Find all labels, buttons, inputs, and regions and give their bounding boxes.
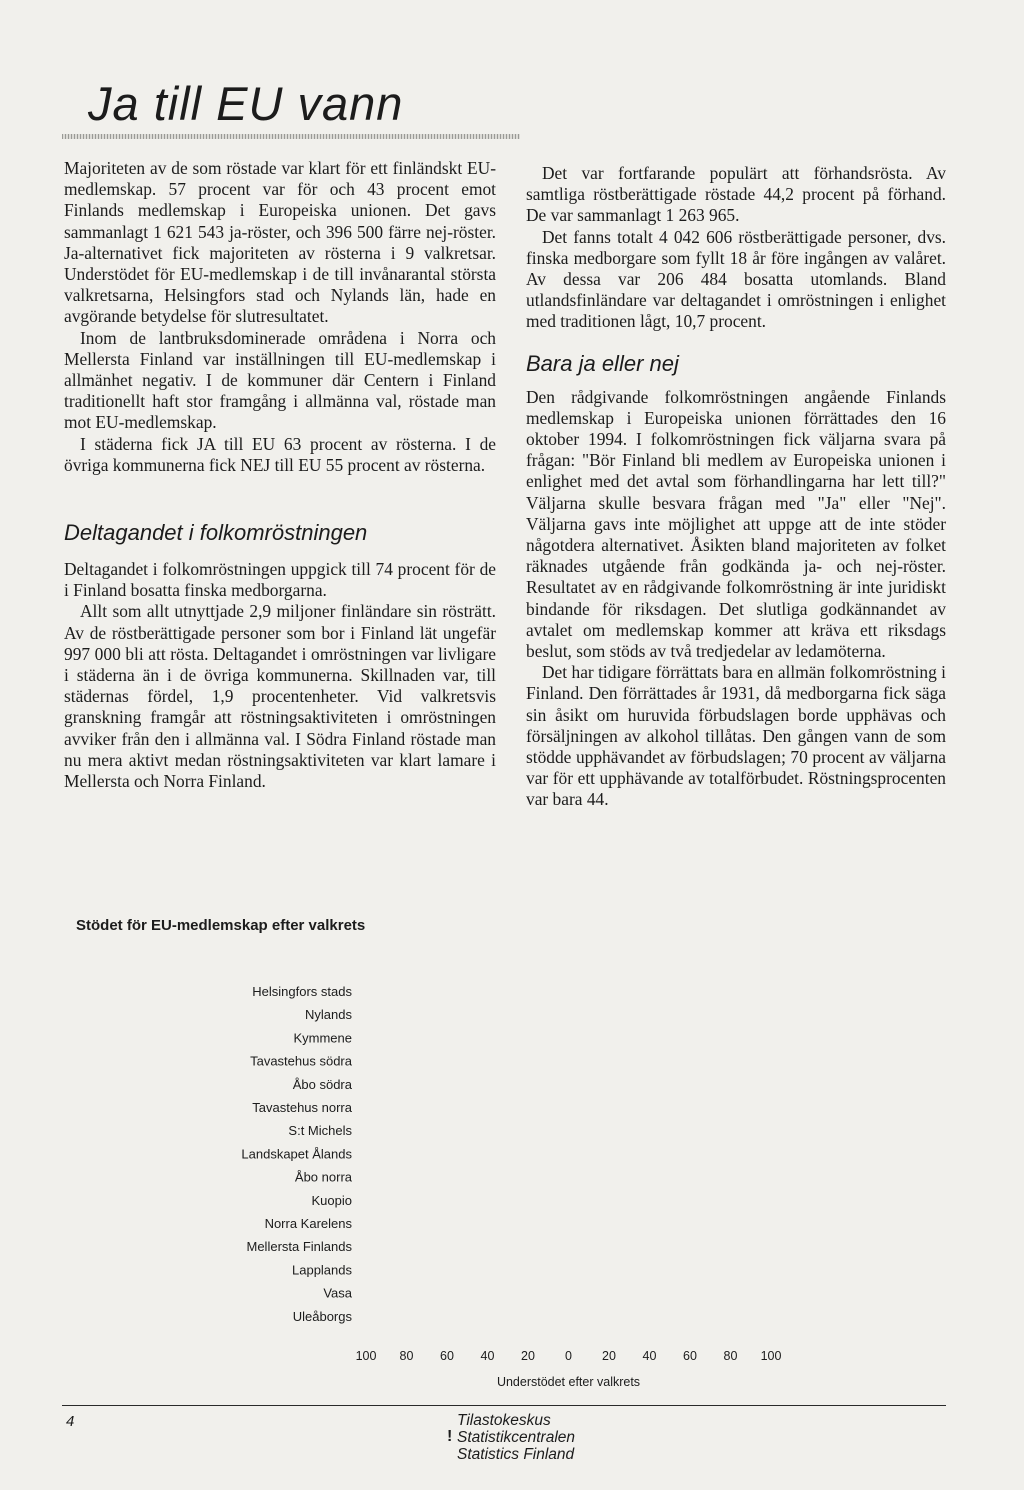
category-label: Nylands	[305, 1007, 352, 1023]
x-tick-label: 40	[642, 1349, 657, 1363]
category-label: Uleåborgs	[292, 1308, 352, 1324]
footer-rule	[62, 1405, 946, 1406]
category-label: Landskapet Ålands	[241, 1146, 352, 1162]
x-tick-label: 100	[760, 1349, 782, 1363]
paragraph: Allt som allt utnyttjade 2,9 miljoner finländare sin rösträtt. Av de röstberättigade personer som bor i Finland lät ungefär 997 000 bli att rösta. Deltagandet i omröstningen var livligare i städerna än i de övriga kommunerna. Skillnaden var, till städernas fördel, 1,9 procentenheter. Vid valkretsvis granskning framgår att röstningsaktiviteten i omröstningen avviker från den i allmänna val. I Södra Finland röstade man nu mera aktivt medan röstningsaktiviteten var klart lamare i Mellersta och Norra Finland.	[64, 601, 496, 792]
category-label: Kuopio	[311, 1192, 352, 1208]
x-axis-label: Understödet efter valkrets	[496, 1375, 641, 1389]
x-tick-label: 80	[723, 1349, 738, 1363]
category-label: Tavastehus södra	[250, 1053, 352, 1069]
left-column	[64, 158, 496, 792]
category-label: Mellersta Finlands	[246, 1239, 352, 1255]
page-number: 4	[66, 1413, 75, 1430]
x-tick-label: 20	[602, 1349, 616, 1363]
x-tick-label: 20	[521, 1349, 535, 1363]
publisher-name-fi: Tilastokeskus	[457, 1412, 551, 1429]
x-tick-label: 100	[355, 1349, 377, 1363]
category-label: Åbo södra	[292, 1076, 352, 1092]
section-heading-yes-no: Bara ja eller nej	[526, 350, 679, 376]
category-label: Vasa	[323, 1285, 352, 1301]
x-tick-label: 40	[480, 1349, 495, 1363]
category-label: Norra Karelens	[264, 1216, 352, 1231]
right-column	[526, 163, 946, 811]
paragraph: Det fanns totalt 4 042 606 röstberättigade personer, dvs. finska medborgare som fyllt 18 år före ingången av valåret. Av dessa var 206 484 bosatta utomlands. Bland utlandsfinländare var deltagandet i omröstningen i enlighet med traditionen lågt, 10,7 procent.	[526, 226, 946, 332]
support-by-constituency-chart	[200, 975, 820, 1395]
publisher-block	[457, 1412, 575, 1463]
paragraph: Deltagandet i folkomröstningen uppgick till 74 procent för de i Finland bosatta finska medborgarna.	[64, 559, 496, 601]
category-label: Helsingfors stads	[252, 984, 352, 999]
page-title: Ja till EU vann	[88, 77, 404, 130]
category-label: Tavastehus norra	[252, 1100, 352, 1115]
title-rule	[62, 134, 520, 139]
paragraph: Inom de lantbruksdominerade områdena i Norra och Mellersta Finland var inställningen till EU-medlemskap i allmänhet negativ. I de kommuner där Centern i Finland traditionellt haft stor framgång i allmänna val, röstade man mot EU-medlemskap.	[64, 327, 496, 433]
category-label: Åbo norra	[294, 1169, 352, 1185]
publisher-name-en: Statistics Finland	[457, 1446, 575, 1463]
publisher-logo-icon: !	[447, 1428, 453, 1445]
chart-title: Stödet för EU-medlemskap efter valkrets	[76, 917, 366, 934]
category-label: Lapplands	[292, 1262, 352, 1278]
x-tick-label: 60	[440, 1349, 454, 1363]
paragraph: Det har tidigare förrättats bara en allmän folkomröstning i Finland. Den förrättades år 1931, då medborgarna fick säga sin åsikt om huruvida förbudslagen borde upphävas och försäljningen av alkohol tillåtas. Den gången vann de som stödde upphävandet av förbudslagen; 70 procent av väljarna var för ett upphävande av totalförbudet. Röstningsprocenten var bara 44.	[526, 662, 946, 810]
paragraph: I städerna fick JA till EU 63 procent av rösterna. I de övriga kommunerna fick NEJ till EU 55 procent av rösterna.	[64, 433, 496, 475]
x-tick-label: 60	[683, 1349, 697, 1363]
x-tick-label: 80	[399, 1349, 414, 1363]
x-tick-label: 0	[565, 1349, 572, 1363]
category-label: Kymmene	[293, 1030, 352, 1046]
category-label: S:t Michels	[288, 1123, 352, 1139]
paragraph: Det var fortfarande populärt att förhandsrösta. Av samtliga röstberättigade röstade 44,2 procent på förhand. De var sammanlagt 1 263 965.	[526, 163, 946, 226]
publisher-name-sv: Statistikcentralen	[457, 1429, 576, 1446]
paragraph: Den rådgivande folkomröstningen angående Finlands medlemskap i Europeiska unionen förrättades den 16 oktober 1994. I folkomröstningen fick väljarna svara på frågan: "Bör Finland bli medlem av Europeiska unionen i enlighet med det avtal som förhandlingarna har lett till?" Väljarna skulle besvara frågan med "Ja" eller "Nej". Väljarna gavs inte möjlighet att uppge att de inte stöder någotdera alternativet. Åsikten bland majoriteten av folket räknades utgående från godkända ja- och nej-röster. Resultatet av en rådgivande folkomröstning är inte juridiskt bindande för riksdagen. Det slutliga godkännandet av avtalet om medlemskap kommer att kräva ett riksdags beslut, som stöds av två tredjedelar av ledamöterna.	[526, 386, 946, 662]
paragraph: Majoriteten av de som röstade var klart för ett finländskt EU-medlemskap. 57 procent var för och 43 procent emot Finlands medlemskap i Europeiska unionen. Det gavs sammanlagt 1 621 543 ja-röster, och 396 500 färre nej-röster. Ja-alternativet fick majoriteten av rösterna i 9 valkretsar. Understödet för EU-medlemskap i de till invånarantal största valkretsarna, Helsingfors stad och Nylands län, hade en avgörande betydelse för slutresultatet.	[64, 158, 496, 327]
section-heading-participation: Deltagandet i folkomröstningen	[64, 520, 368, 546]
